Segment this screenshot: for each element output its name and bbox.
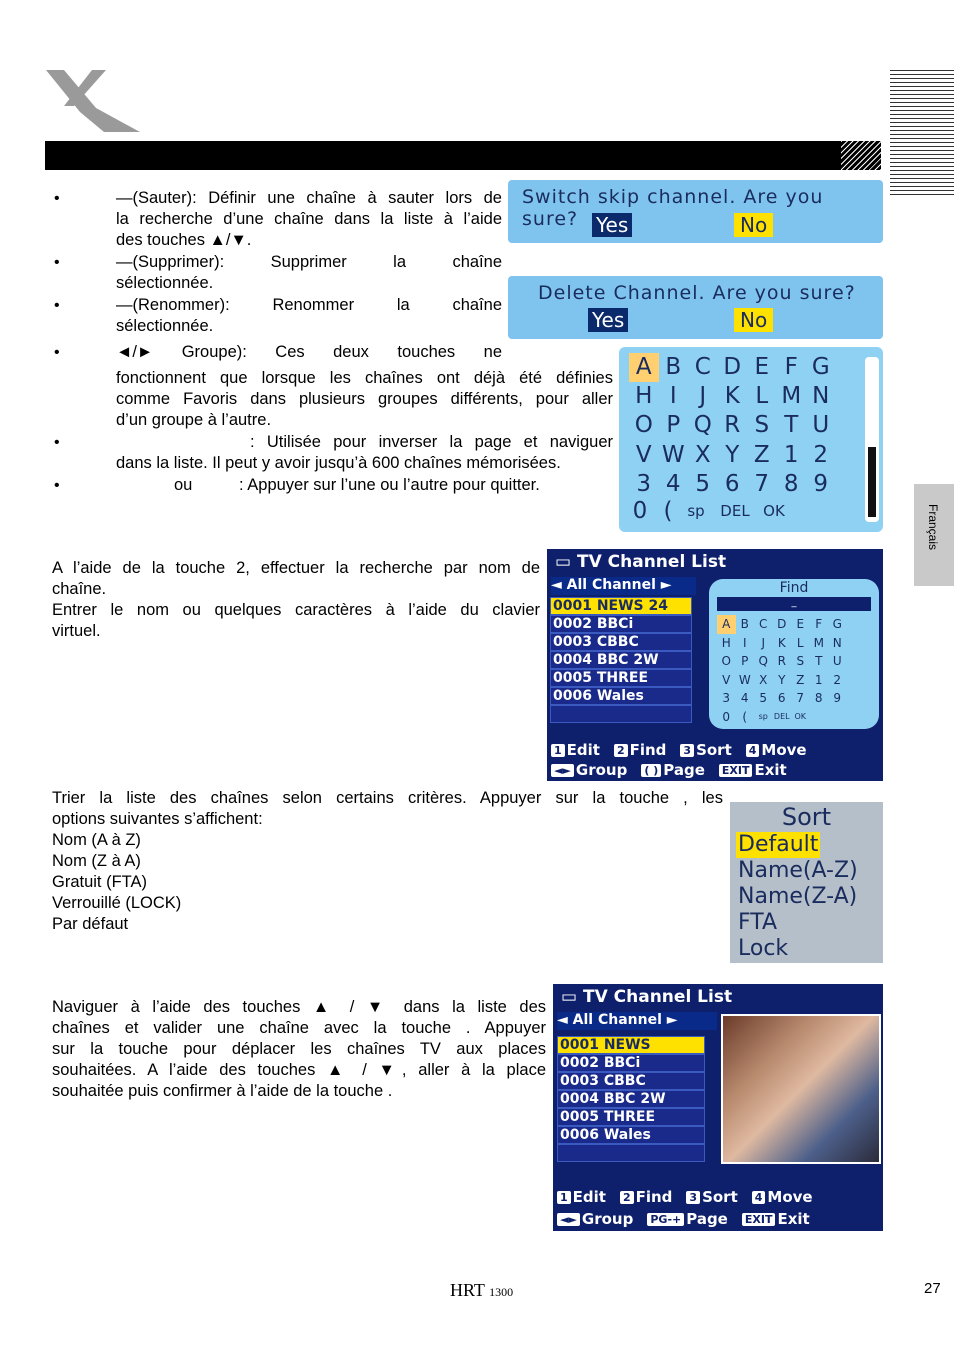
key-y[interactable]: Y <box>725 441 740 468</box>
sort-title: Sort <box>781 803 832 831</box>
key-badge: PG-+ <box>647 1213 684 1226</box>
find-key[interactable]: P <box>741 654 749 668</box>
channel-row[interactable]: 0006 Wales <box>557 1126 705 1144</box>
sort-option[interactable]: FTA <box>738 910 778 935</box>
key-a[interactable]: A <box>629 353 659 382</box>
yes-button[interactable]: Yes <box>592 213 632 237</box>
move-text-1: Naviguer à l’aide des touches ▲ / ▼ dans la liste des <box>52 998 546 1016</box>
find-key[interactable]: Y <box>778 672 786 687</box>
find-key[interactable]: 2 <box>833 672 842 687</box>
group-selector[interactable]: ◄ All Channel ► <box>557 1012 717 1030</box>
key-n[interactable]: N <box>812 383 830 410</box>
scrollbar[interactable] <box>865 357 879 522</box>
bullet: • <box>54 477 60 494</box>
footer-label: Group <box>581 1210 634 1228</box>
key-t[interactable]: T <box>784 412 799 439</box>
key-j[interactable]: J <box>699 383 707 410</box>
channel-row[interactable]: 0005 THREE <box>550 669 692 687</box>
group-text-4: d’un groupe à l’autre. <box>116 411 272 429</box>
page-text-1: : Utilisée pour inverser la page et naviguer <box>250 433 613 451</box>
footer-sort-button[interactable] <box>680 741 731 759</box>
key-z[interactable]: Z <box>753 441 770 468</box>
key-e[interactable]: E <box>754 354 770 380</box>
footer-exit-button[interactable] <box>719 761 787 779</box>
group-text-3: comme Favoris dans plusieurs groupes différents, pour aller <box>116 390 613 408</box>
footer-label: Move <box>767 1188 813 1206</box>
channel-row[interactable]: 0004 BBC 2W <box>550 651 692 669</box>
key-m[interactable]: M <box>781 383 802 410</box>
rename-text-2: sélectionnée. <box>116 317 214 335</box>
channel-row[interactable]: 0002 BBCi <box>557 1054 705 1072</box>
no-button[interactable]: No <box>734 308 773 332</box>
sort-criterion: Gratuit (FTA) <box>52 873 148 891</box>
key-s[interactable]: S <box>754 412 770 439</box>
header-bar <box>45 141 881 170</box>
group-text-1: ◄/► Groupe): Ces deux touches ne <box>116 343 502 361</box>
sort-text-2: options suivantes s’affichent: <box>52 810 263 828</box>
sort-criterion: Verrouillé (LOCK) <box>52 894 182 912</box>
key-u[interactable]: U <box>812 412 830 439</box>
find-key[interactable]: U <box>832 654 842 668</box>
find-text-4: virtuel. <box>52 622 101 640</box>
find-key[interactable]: I <box>742 635 747 650</box>
find-key[interactable]: F <box>815 617 823 631</box>
find-key[interactable]: Q <box>758 654 768 668</box>
key-sp[interactable]: sp <box>687 502 705 520</box>
find-key[interactable]: DEL <box>773 711 790 721</box>
find-key[interactable]: A <box>717 615 736 634</box>
key-x[interactable]: ( <box>663 498 673 524</box>
find-input[interactable]: _ <box>717 597 871 611</box>
sort-panel <box>730 802 883 963</box>
page-text-2: dans la liste. Il peut y avoir jusqu’à 600 chaînes mémorisées. <box>116 454 561 472</box>
sort-option[interactable]: Name(Z-A) <box>738 884 858 909</box>
dialog-question: Delete Channel. Are you sure? <box>538 282 856 304</box>
decorative-stripes <box>890 70 954 195</box>
key-badge: 1 <box>551 744 565 757</box>
footer-label: Group <box>575 761 628 779</box>
footer-label: Exit <box>777 1210 810 1228</box>
key-k[interactable]: K <box>724 383 740 410</box>
key-f[interactable]: F <box>784 354 798 380</box>
delete-text-1: —(Supprimer): Supprimer la chaîne <box>116 253 502 271</box>
skip-text-3: des touches ▲/▼. <box>116 231 252 249</box>
find-key[interactable]: K <box>777 635 786 650</box>
footer-edit-button[interactable] <box>551 741 600 759</box>
find-key[interactable]: 8 <box>814 691 823 705</box>
key-ok[interactable]: OK <box>763 502 785 520</box>
find-text-2: chaîne. <box>52 580 107 598</box>
find-key[interactable]: S <box>796 654 805 668</box>
channel-row[interactable] <box>557 1144 705 1162</box>
channel-row[interactable]: 0001 NEWS <box>557 1036 705 1054</box>
tv-icon: ▭ <box>555 552 577 572</box>
footer-label: Sort <box>702 1188 738 1206</box>
key-7[interactable]: 7 <box>754 470 770 497</box>
find-key[interactable]: B <box>740 617 749 631</box>
bullet: • <box>54 344 60 361</box>
key-p[interactable]: P <box>666 412 681 439</box>
key-o[interactable]: O <box>634 412 653 439</box>
key-badge: ◄► <box>557 1213 580 1226</box>
footer-sort-button[interactable] <box>686 1188 737 1206</box>
channel-row[interactable]: 0002 BBCi <box>550 615 692 633</box>
find-key[interactable]: D <box>777 617 787 631</box>
sort-option[interactable]: Default <box>738 832 819 857</box>
move-text-3: sur la touche pour déplacer les chaînes TV aux places <box>52 1040 546 1058</box>
footer-label: Find <box>635 1188 673 1206</box>
group-text-2: fonctionnent que lorsque les chaînes ont déjà été définies <box>116 369 613 387</box>
sort-criterion: Nom (A à Z) <box>52 831 141 849</box>
tv-channel-list-move-screen <box>553 984 883 1231</box>
find-key[interactable]: 6 <box>777 691 786 705</box>
skip-confirm-dialog <box>508 180 883 243</box>
footer-label: Sort <box>696 741 732 759</box>
dialog-question: Switch skip channel. Are you sure? <box>522 186 824 230</box>
footer-find-button[interactable] <box>620 1188 672 1206</box>
find-key[interactable]: 4 <box>740 691 749 705</box>
key-3[interactable]: 3 <box>636 470 652 497</box>
find-key[interactable]: 0 <box>722 709 731 724</box>
key-b[interactable]: B <box>665 354 682 380</box>
sort-criterion: Nom (Z à A) <box>52 852 141 870</box>
find-key[interactable]: 9 <box>833 691 842 705</box>
key-q[interactable]: Q <box>693 412 712 439</box>
key-badge: EXIT <box>742 1213 776 1226</box>
skip-text-1: —(Sauter): Définir une chaîne à sauter lors de <box>116 189 502 207</box>
footer-move-button[interactable] <box>746 741 807 759</box>
key-1[interactable]: 1 <box>783 441 799 468</box>
find-key[interactable]: E <box>796 617 805 631</box>
key-d[interactable]: D <box>723 354 742 380</box>
key-5[interactable]: 5 <box>695 470 711 497</box>
find-key[interactable]: 3 <box>722 691 731 705</box>
find-text-1: A l’aide de la touche 2, effectuer la recherche par nom de <box>52 559 540 577</box>
find-key[interactable]: T <box>815 654 823 668</box>
key-l[interactable]: L <box>755 383 769 410</box>
footer-label: Edit <box>572 1188 606 1206</box>
sort-criterion: Par défaut <box>52 915 129 933</box>
key-badge: 3 <box>686 1191 700 1204</box>
footer-page-button[interactable] <box>641 761 705 779</box>
find-key[interactable]: H <box>721 635 731 650</box>
find-title: Find <box>779 580 809 596</box>
find-key[interactable]: L <box>796 635 804 650</box>
key-del[interactable]: DEL <box>720 502 750 520</box>
find-key[interactable]: sp <box>758 711 768 721</box>
key-badge: ◄► <box>551 764 574 777</box>
channel-row[interactable]: 0003 CBBC <box>557 1072 705 1090</box>
find-text-3: Entrer le nom ou quelques caractères à l’aide du clavier <box>52 601 540 619</box>
find-key[interactable]: N <box>832 635 842 650</box>
footer-label: Edit <box>566 741 600 759</box>
sort-text-1: Trier la liste des chaînes selon certains critères. Appuyer sur la touche , les <box>52 789 723 807</box>
key-2[interactable]: 2 <box>813 441 829 468</box>
key-h[interactable]: H <box>635 383 653 410</box>
footer-label: Exit <box>754 761 787 779</box>
find-key[interactable]: M <box>813 635 824 650</box>
yes-button[interactable]: Yes <box>588 308 628 332</box>
rename-text-1: —(Renommer): Renommer la chaîne <box>116 296 502 314</box>
bullet: • <box>54 297 60 314</box>
key-badge: 2 <box>614 744 628 757</box>
sort-option[interactable]: Lock <box>738 936 789 961</box>
channel-row[interactable]: 0006 Wales <box>550 687 692 705</box>
find-panel <box>709 579 879 729</box>
find-key[interactable]: G <box>832 617 842 631</box>
key-r[interactable]: R <box>724 412 741 439</box>
find-key[interactable]: O <box>721 654 731 668</box>
key-9[interactable]: 9 <box>813 470 829 497</box>
footer-label: Move <box>761 741 807 759</box>
bullet: • <box>54 254 60 271</box>
key-badge: 2 <box>620 1191 634 1204</box>
key-w[interactable]: W <box>661 441 685 468</box>
footer-edit-button[interactable] <box>557 1188 606 1206</box>
footer-label: Page <box>686 1210 728 1228</box>
channel-row[interactable]: 0005 THREE <box>557 1108 705 1126</box>
find-key[interactable]: 5 <box>759 691 768 705</box>
screen-title: ▭ TV Channel List <box>555 552 727 572</box>
key-badge: 3 <box>680 744 694 757</box>
find-key[interactable]: 7 <box>796 691 805 705</box>
footer-move-button[interactable] <box>752 1188 813 1206</box>
channel-row[interactable]: 0003 CBBC <box>550 633 692 651</box>
key-4[interactable]: 4 <box>665 470 681 497</box>
find-key[interactable]: ( <box>742 709 748 724</box>
footer-group-button[interactable] <box>557 1210 633 1228</box>
key-i[interactable]: I <box>669 383 677 410</box>
footer-label: Page <box>663 761 705 779</box>
key-badge: ( ) <box>641 764 661 777</box>
move-text-5: souhaitée puis confirmer à l’aide de la touche . <box>52 1082 393 1100</box>
channel-row[interactable]: 0001 NEWS 24 <box>550 597 692 615</box>
bullet: • <box>54 190 60 207</box>
footer-exit-button[interactable] <box>742 1210 810 1228</box>
exit-ou: ou <box>174 476 193 494</box>
key-x[interactable]: X <box>694 441 711 468</box>
find-key[interactable]: W <box>738 672 751 687</box>
move-text-2: chaînes et valider une chaîne avec la touche . Appuyer <box>52 1019 546 1037</box>
move-text-4: souhaitées. A l’aide des touches ▲ / ▼, aller à la place <box>52 1061 546 1079</box>
find-key[interactable]: C <box>759 617 768 631</box>
tv-icon: ▭ <box>561 987 583 1007</box>
find-key[interactable]: R <box>777 654 786 668</box>
find-key[interactable]: Z <box>796 672 805 687</box>
key-6[interactable]: 6 <box>724 470 740 497</box>
skip-text-2: la recherche d’une chaîne dans la liste à l’aide <box>116 210 502 228</box>
group-selector[interactable]: ◄ All Channel ► <box>551 577 696 595</box>
page-number: 27 <box>924 1280 941 1297</box>
exit-text: : Appuyer sur l’une ou l’autre pour quitter. <box>239 476 540 494</box>
footer-label: Find <box>629 741 667 759</box>
bullet: • <box>54 434 60 451</box>
language-tab: Français <box>914 484 954 586</box>
key-badge: 4 <box>746 744 760 757</box>
find-key[interactable]: V <box>722 672 731 687</box>
key-badge: 4 <box>752 1191 766 1204</box>
delete-text-2: sélectionnée. <box>116 274 214 292</box>
footer-brand: HRT 1300 <box>450 1280 514 1300</box>
sort-option[interactable]: Name(A-Z) <box>738 858 858 883</box>
channel-preview-image <box>721 1014 881 1164</box>
find-key[interactable]: 1 <box>814 672 823 687</box>
key-c[interactable]: C <box>694 354 711 380</box>
channel-row[interactable] <box>550 705 692 723</box>
key-v[interactable]: V <box>635 441 652 468</box>
key-g[interactable]: G <box>811 354 830 380</box>
find-key[interactable]: X <box>759 672 768 687</box>
tv-channel-list-find-screen <box>547 549 883 781</box>
find-key[interactable]: J <box>761 635 766 650</box>
delete-confirm-dialog <box>508 276 883 339</box>
key-0[interactable]: 0 <box>632 498 648 524</box>
no-button[interactable]: No <box>734 213 773 237</box>
channel-row[interactable]: 0004 BBC 2W <box>557 1090 705 1108</box>
brand-logo-x <box>44 66 144 136</box>
key-badge: 1 <box>557 1191 571 1204</box>
key-badge: EXIT <box>719 764 753 777</box>
key-8[interactable]: 8 <box>783 470 799 497</box>
find-key[interactable]: OK <box>794 711 807 721</box>
virtual-keyboard <box>619 347 883 532</box>
footer-group-button[interactable] <box>551 761 627 779</box>
footer-page-button[interactable] <box>647 1210 728 1228</box>
footer-find-button[interactable] <box>614 741 666 759</box>
screen-title: ▭ TV Channel List <box>561 987 733 1007</box>
